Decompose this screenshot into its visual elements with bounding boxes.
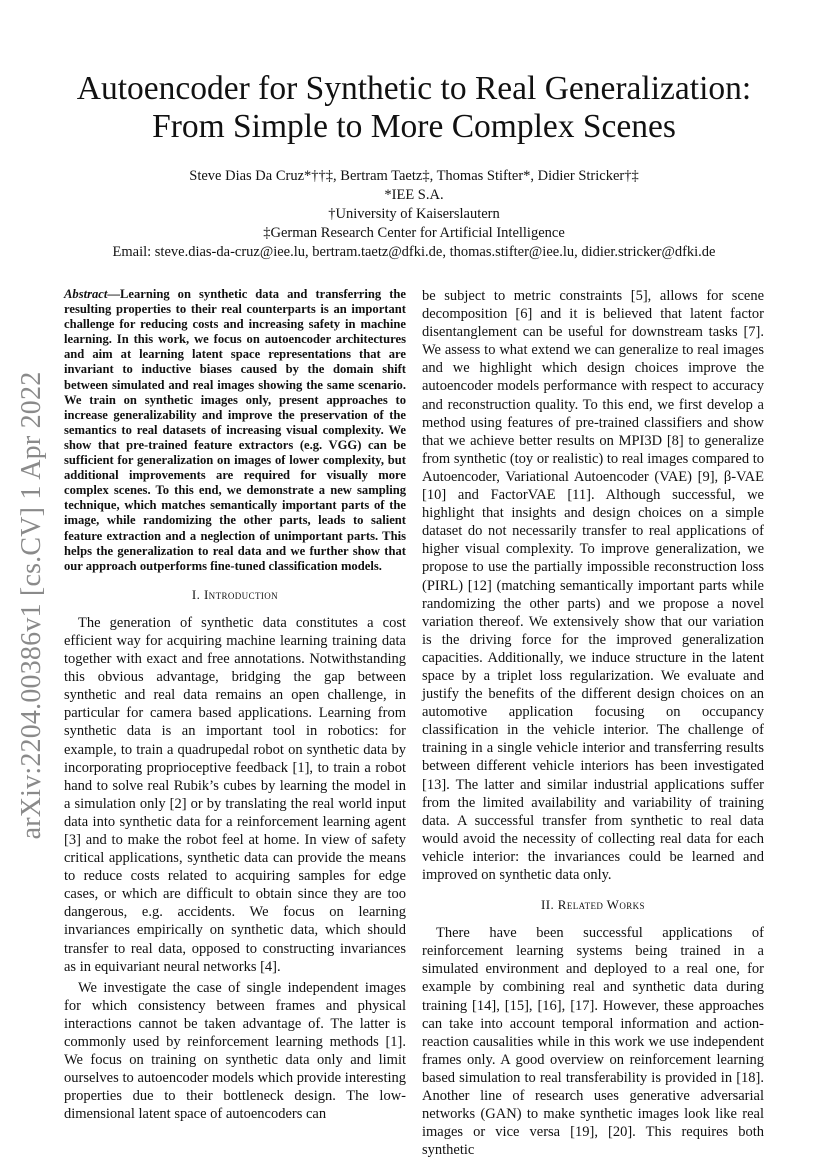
abstract [64, 287, 406, 574]
abstract-text: —Learning on synthetic data and transferring the resulting properties to their real counterparts is an important challenge for reducing costs and increasing safety in machine learning. In this work, we focus on autoencoder architectures and aim at learning latent space representations that are invariant to inductive biases caused by the domain shift between simulated and real images showing the same scenario. We train on synthetic images only, present approaches to increase generalizability and improve the preservation of the semantics to real datasets of increasing visual complexity. We show that pre-trained feature extractors (e.g. VGG) can be sufficient for generalization on images of lower complexity, but additional improvements are required for visually more complex scenes. To this end, we demonstrate a new sampling technique, which matches semantically important parts of the image, while randomizing the other parts, leads to salient feature extraction and a neglection of unimportant parts. This helps the generalization to real data and we further show that our approach outperforms fine-tuned classification models. [64, 287, 406, 573]
paper-title-line-2: From Simple to More Complex Scenes [152, 108, 676, 145]
affiliation-dfki: ‡German Research Center for Artificial Intelligence [263, 225, 565, 241]
author-emails: Email: steve.dias-da-cruz@iee.lu, bertram.taetz@dfki.de, thomas.stifter@iee.lu, didier.stricker@dfki.de [112, 244, 716, 260]
related-paragraph-1: There have been successful applications of reinforcement learning systems being trained in a simulated environment and deployed to a real one, for example by combining real and synthetic data during training [14], [15], [16], [17]. However, these approaches can take into account temporal information and action-reaction causalities while in this work we use independent frames only. A good overview on reinforcement learning based simulation to real transferability is provided in [18]. Another line of research uses generative adversarial networks (GAN) to make synthetic images look like real images or vice versa [19], [20]. This requires both synthetic [422, 925, 764, 1159]
section-heading-related-works [422, 896, 764, 914]
section-numeral: I. [191, 586, 201, 602]
right-column [422, 287, 764, 1159]
affiliation-kaiserslautern: †University of Kaiserslautern [328, 206, 500, 222]
author-block [60, 167, 768, 262]
section-heading-introduction [64, 586, 406, 604]
intro-paragraph-1: The generation of synthetic data constitutes a cost efficient way for acquiring machine learning training data together with exact and free annotations. Notwithstanding this obvious advantage, bridging the gap between synthetic and real data remains an open challenge, in particular for camera based applications. Learning from synthetic data is an important tool in robotics: for example, to train a quadrupedal robot on synthetic data by incorporating proprioceptive feedback [1], to train a robot hand to solve real Rubik’s cubes by learning the model in a simulation only [2] or by translating the real world input data into synthetic data for a reinforcement learning agent [3] and to make the robot feel at home. In view of safety critical applications, synthetic data can provide the means to reduce costs related to acquiring samples for edge cases, or which are difficult to obtain since they are too dangerous, e.g. accidents. We focus on learning invariances empirically on synthetic data, which should transfer to real data, opposed to constructing invariances as in equivariant neural networks [4]. [64, 614, 406, 975]
intro-paragraph-3: be subject to metric constraints [5], allows for scene decomposition [6] and it is believed that latent factor disentanglement can be useful for downstream tasks [7]. We assess to what extend we can generalize to real images and we highlight which design choices improve the autoencoder models performance with respect to accuracy and reconstruction quality. To this end, we first develop a method using features of pre-trained classifiers and show that we achieve better results on MPI3D [8] to generalize from synthetic (toy or realistic) to real images compared to Autoencoder, Variational Autoencoder (VAE) [9], β-VAE [10] and FactorVAE [11]. Although successful, we highlight that insights and design choices on a simple dataset do not necessarily transfer to real applications of higher visual complexity. To improve generalization, we propose to use the partially impossible reconstruction loss (PIRL) [12] (matching semantically important parts while randomizing the other parts) and we propose a novel variation thereof. We extensively show that our variation is the driving force for the improved generalization capacities. Additionally, we induce structure in the latent space by a triplet loss regularization. We evaluate and justify the benefits of the different design choices on an automotive application focusing on occupancy classification in the vehicle interior. The challenge of training in a single vehicle interior and transferring results between different vehicle interiors has been investigated [13]. The latter and similar industrial applications suffer from the limited availability and variability of training data. A successful transfer from synthetic to real data would avoid the necessity of collecting real data for each vehicle interior: the invariances could be learned and improved on synthetic data only. [422, 288, 764, 883]
left-column [64, 287, 406, 1124]
intro-paragraph-2: We investigate the case of single independent images for which consistency between frames and physical interactions cannot be taken advantage of. The latter is commonly used by reinforcement learning methods [1]. We focus on training on synthetic data only and limit ourselves to autoencoder models which provide interesting properties due to their bottleneck design. The low-dimensional latent space of autoencoders can [64, 979, 406, 1123]
paper-title-line-1: Autoencoder for Synthetic to Real Generalization: [76, 70, 752, 107]
section-title: Introduction [203, 586, 279, 602]
affiliation-iee: *IEE S.A. [384, 187, 444, 203]
section-numeral: II. [541, 897, 555, 913]
author-list: Steve Dias Da Cruz*††‡, Bertram Taetz‡, Thomas Stifter*, Didier Stricker†‡ [189, 168, 639, 184]
arxiv-identifier-sidebar [14, 368, 50, 843]
paper-title [40, 70, 788, 146]
section-title: Related Works [557, 897, 645, 913]
abstract-label: Abstract [64, 287, 108, 301]
arxiv-identifier-text: arXiv:2204.00386v1 [cs.CV] 1 Apr 2022 [16, 371, 47, 840]
